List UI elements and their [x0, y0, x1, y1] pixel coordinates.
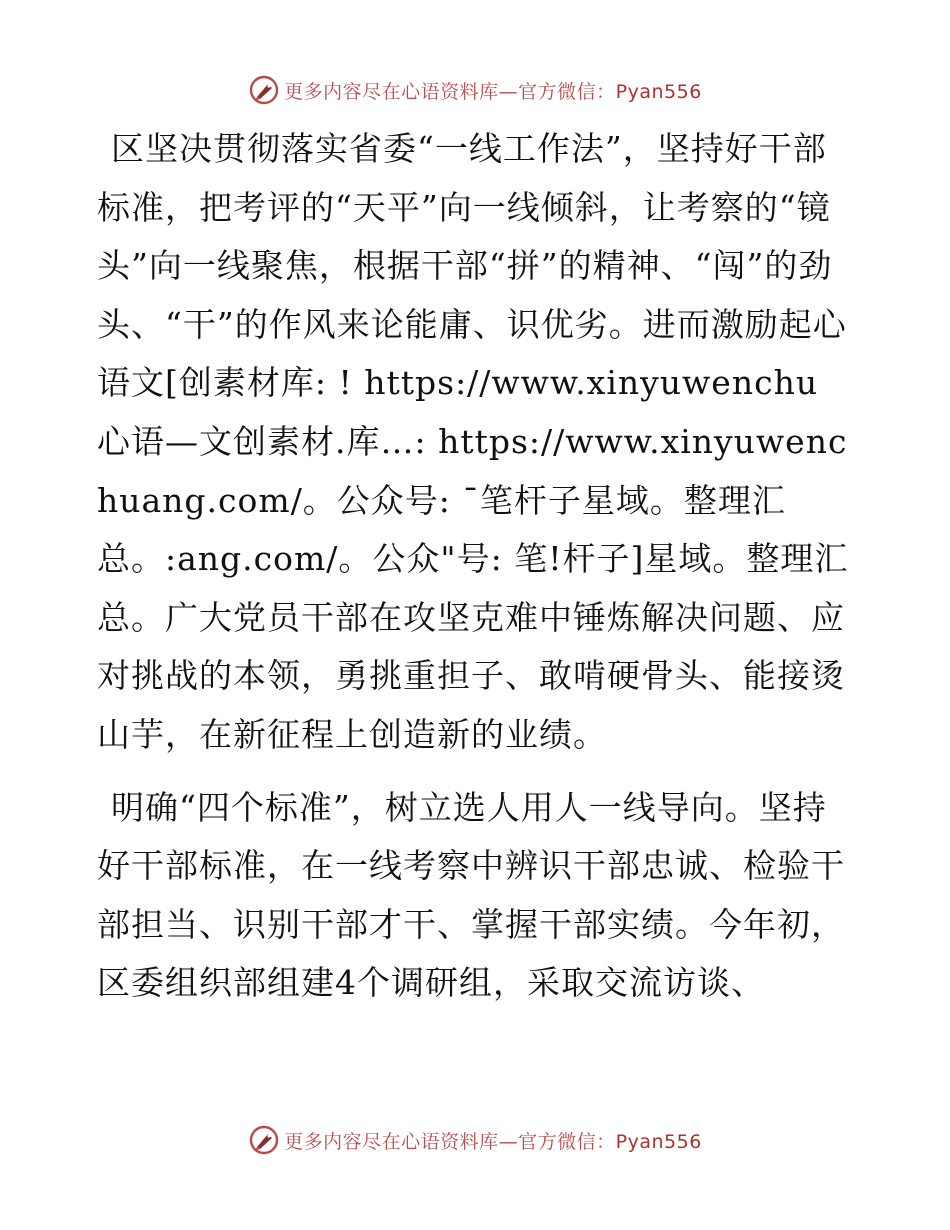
- header-banner-wechat-id: Pyan556: [615, 80, 702, 103]
- header-banner: [0, 70, 950, 110]
- footer-banner-main: 更多内容尽在心语资料库—官方微信：: [284, 1130, 616, 1153]
- pen-nib-logo-icon: [248, 1124, 280, 1156]
- pen-nib-logo-icon: [248, 74, 280, 106]
- paragraph-2: 明确“四个标准”，树立选人用人一线导向。坚持好干部标准，在一线考察中辨识干部忠诚、检验干部担当、识别干部才干、掌握干部实绩。今年初，区委组织部组建4个调研组，采取交流访谈、: [97, 787, 845, 1003]
- footer-banner-wechat-id: Pyan556: [615, 1130, 702, 1153]
- header-banner-main: 更多内容尽在心语资料库—官方微信：: [284, 80, 616, 103]
- header-banner-text: [284, 77, 702, 104]
- footer-banner: [0, 1120, 950, 1160]
- document-body: [97, 120, 849, 1013]
- paragraph-1: 区坚决贯彻落实省委“一线工作法”，坚持好干部标准，把考评的“天平”向一线倾斜，让考察的“镜头”向一线聚焦，根据干部“拼”的精神、“闯”的劲头、“干”的作风来论能庸、识优劣。进而激励起心语文[创素材库: ! https://www.xinyuwenchu心语—文创素材.库…: https://www.xinyuwenchuang.com/。公众号: ¯笔杆子星域。整理汇总。:ang.com/。公众"号: 笔!杆子]星域。整理汇总。广大党员干部在攻坚克难中锤炼解决问题、应对挑战的本领，勇挑重担子、敢啃硬骨头、能接烫山芋，在新征程上创造新的业绩。: [97, 129, 849, 754]
- footer-banner-text: [284, 1127, 702, 1154]
